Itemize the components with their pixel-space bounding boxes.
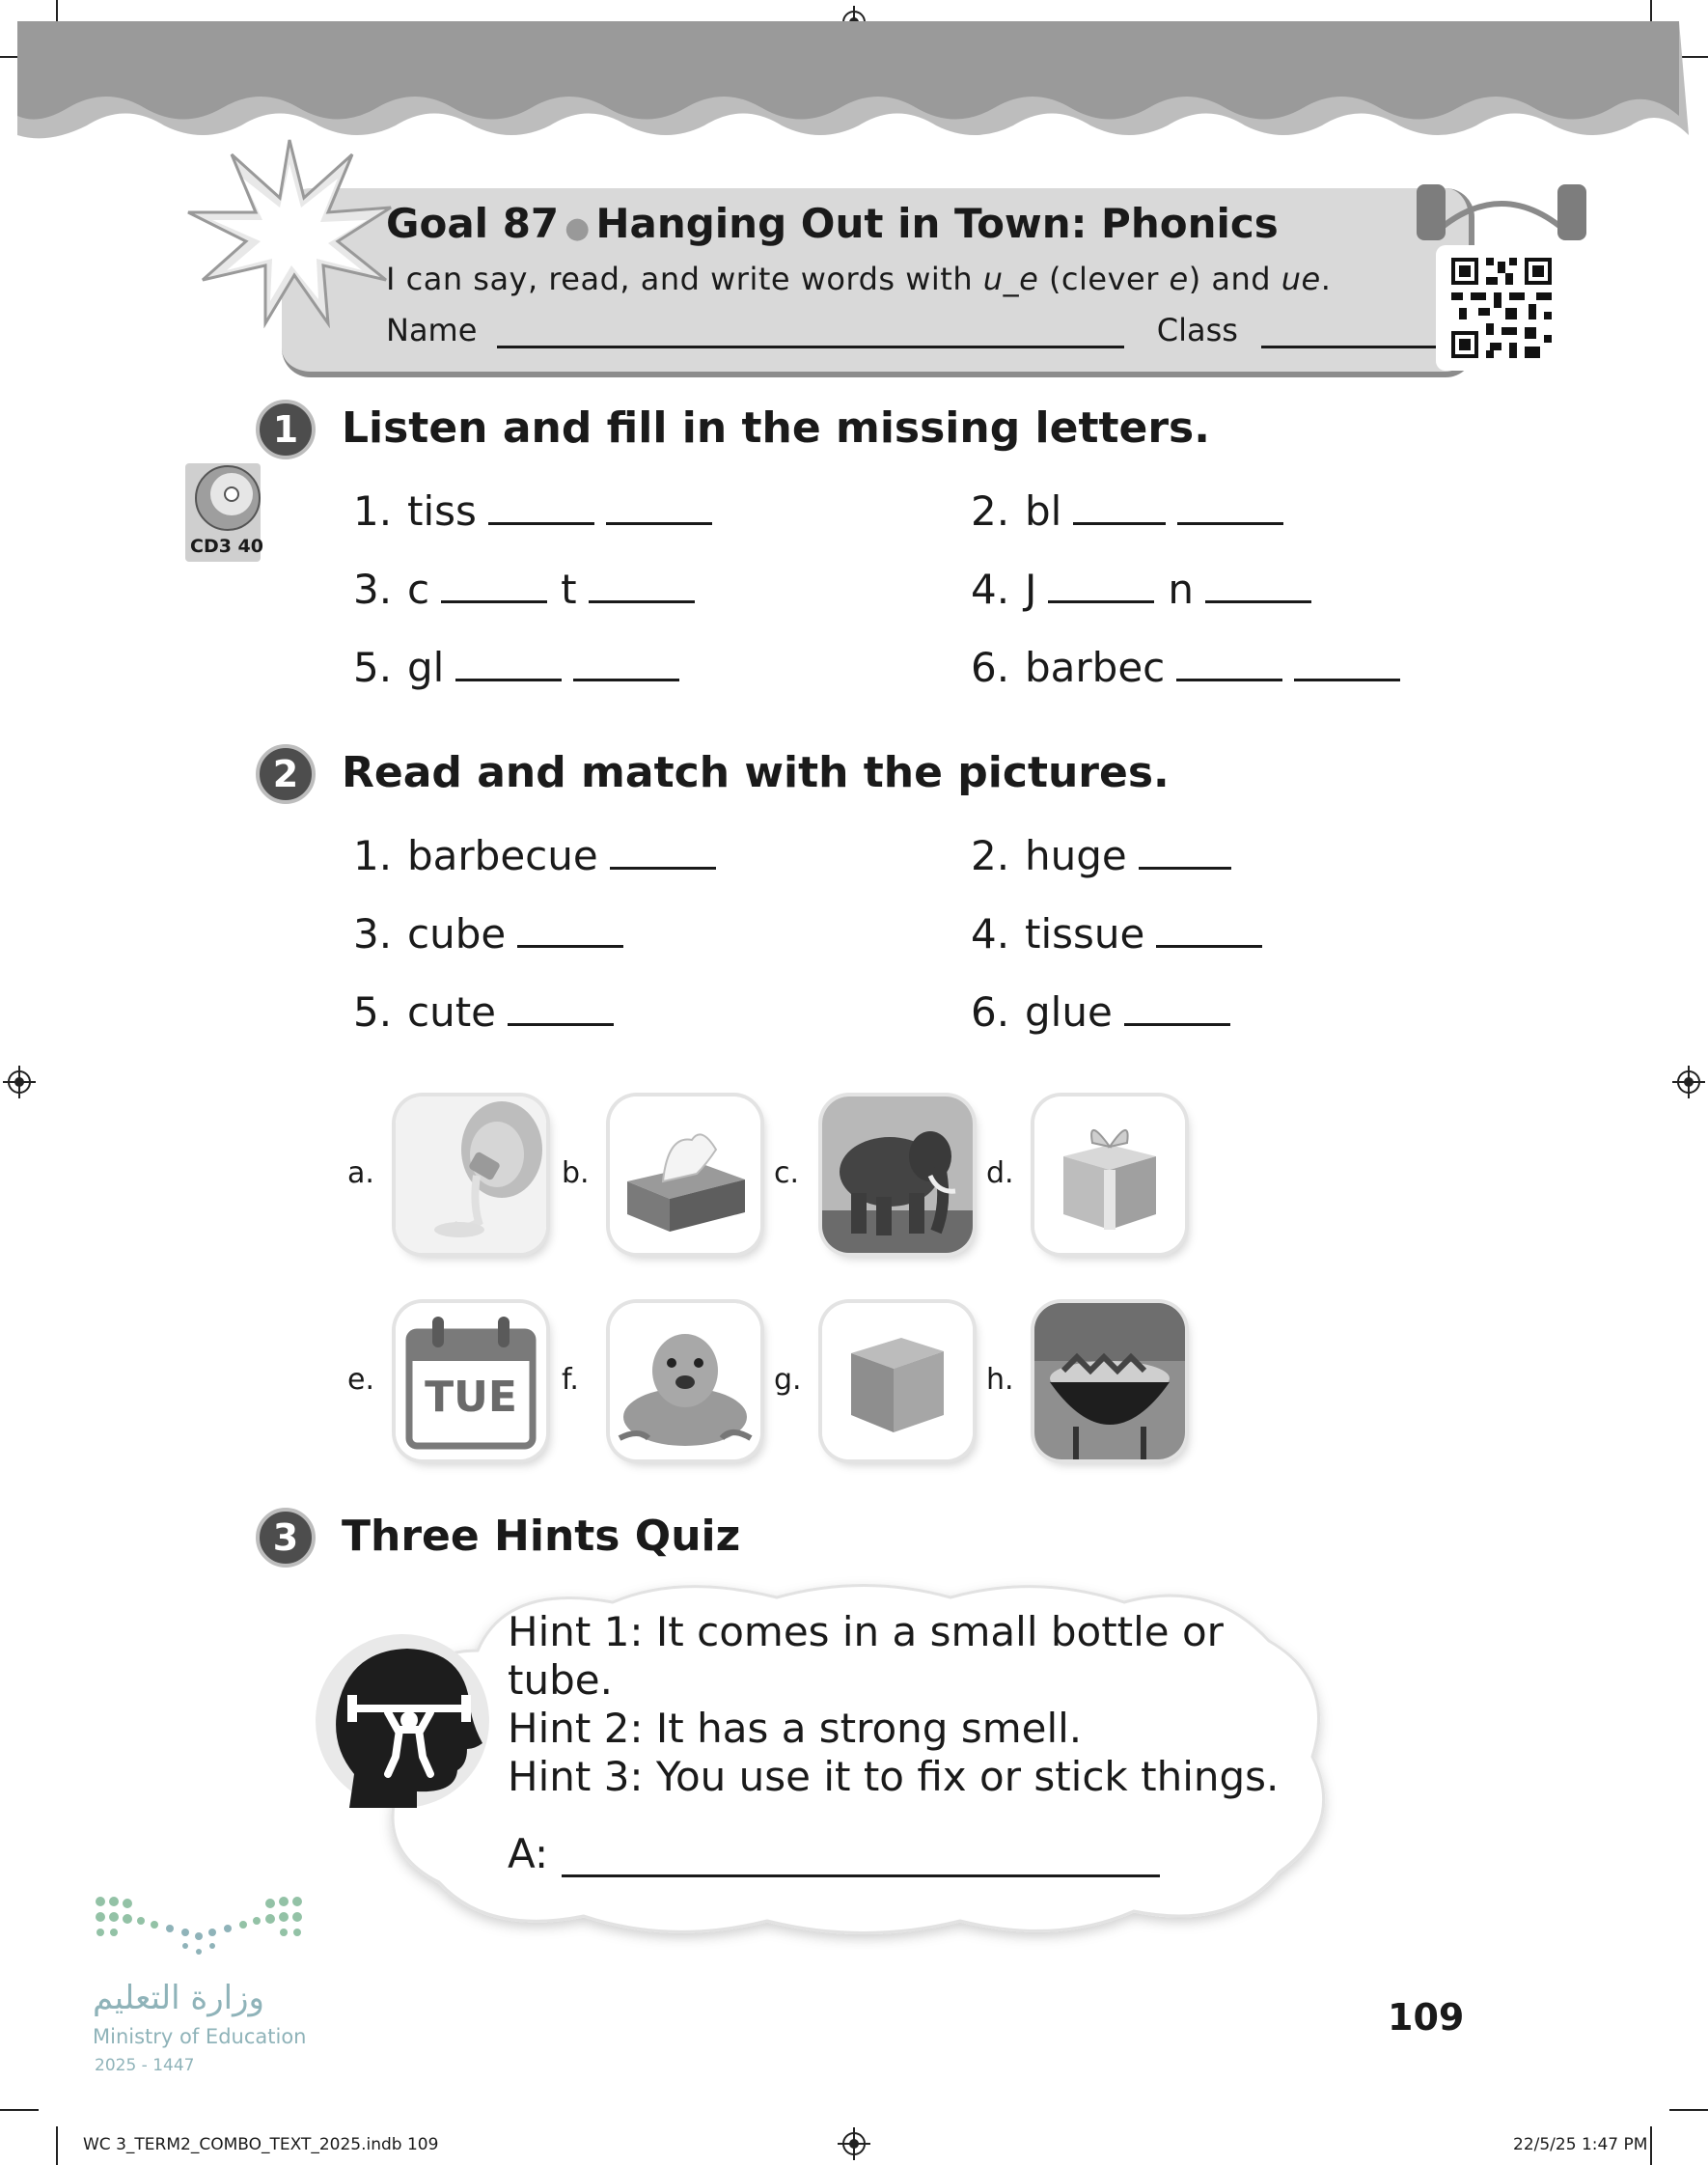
registration-mark-icon [838, 2127, 870, 2160]
match-item-2: 2. huge [971, 832, 1231, 879]
name-field[interactable] [497, 346, 1124, 348]
picture-c[interactable] [822, 1096, 973, 1253]
letter-blank[interactable] [589, 595, 695, 603]
ministry-name-arabic: وزارة التعليم [93, 1979, 264, 2017]
ministry-logo-icon [93, 1892, 305, 1969]
section-3-number: 3 [256, 1508, 316, 1568]
qr-code[interactable] [1436, 245, 1567, 371]
letter-blank[interactable] [488, 516, 594, 525]
hint-2: Hint 2: It has a strong smell. [508, 1705, 1083, 1752]
fill-item-1: 1. tiss [353, 487, 712, 535]
letter-blank[interactable] [573, 673, 679, 681]
starburst-icon [183, 135, 396, 328]
fill-item-6: 6. barbec [971, 644, 1400, 691]
name-class-row [386, 312, 1474, 348]
letter-blank[interactable] [455, 673, 562, 681]
seal-icon [610, 1303, 760, 1459]
section-3-title: Three Hints Quiz [342, 1512, 741, 1561]
hint-1-line-1: Hint 1: It comes in a small bottle or [508, 1608, 1224, 1655]
barbecue-grill-icon [1034, 1303, 1185, 1459]
picture-letter: e. [347, 1363, 374, 1397]
answer-blank[interactable] [508, 1017, 614, 1026]
fill-item-3: 3. c t [353, 566, 695, 613]
match-item-1: 1. barbecue [353, 832, 716, 879]
ministry-year: 2025 - 1447 [95, 2056, 195, 2075]
goal-objective: I can say, read, and write words with u_e (clever e) and ue. [386, 261, 1332, 297]
picture-h[interactable] [1034, 1303, 1185, 1459]
registration-mark-icon [1672, 1066, 1705, 1098]
crop-mark [56, 2126, 58, 2165]
letter-blank[interactable] [1205, 595, 1311, 603]
answer-field[interactable] [562, 1874, 1160, 1877]
picture-letter: a. [347, 1156, 374, 1190]
crop-mark [0, 2109, 39, 2111]
crop-mark [1669, 2109, 1708, 2111]
answer-blank[interactable] [610, 861, 716, 870]
picture-f[interactable] [610, 1303, 760, 1459]
wooden-cube-icon [822, 1303, 973, 1459]
registration-mark-icon [3, 1066, 36, 1098]
fill-item-5: 5. gl [353, 644, 679, 691]
cd-icon [193, 463, 262, 533]
ministry-name-english: Ministry of Education [93, 2025, 307, 2048]
glue-icon [396, 1096, 546, 1253]
match-item-3: 3. cube [353, 910, 623, 958]
letter-blank[interactable] [1176, 673, 1282, 681]
name-label: Name [386, 312, 478, 348]
section-1-number: 1 [256, 400, 316, 459]
qr-code-icon [1436, 245, 1567, 371]
class-label: Class [1156, 312, 1238, 348]
picture-g[interactable] [822, 1303, 973, 1459]
tissue-box-icon [610, 1096, 760, 1253]
hint-1-line-2: tube. [508, 1656, 613, 1704]
picture-d[interactable] [1034, 1096, 1185, 1253]
elephant-icon [822, 1096, 973, 1253]
match-item-6: 6. glue [971, 988, 1230, 1036]
thinking-head-icon [311, 1629, 494, 1813]
answer-blank[interactable] [1139, 861, 1231, 870]
match-item-4: 4. tissue [971, 910, 1262, 958]
picture-b[interactable] [610, 1096, 760, 1253]
print-date: 22/5/25 1:47 PM [1513, 2135, 1648, 2154]
letter-blank[interactable] [441, 595, 547, 603]
picture-letter: b. [562, 1156, 590, 1190]
page-number: 109 [1388, 1996, 1465, 2039]
answer-row: A: [508, 1830, 1160, 1877]
picture-letter: h. [986, 1363, 1014, 1397]
answer-blank[interactable] [1156, 939, 1262, 948]
cd-track-label: CD3 40 [190, 536, 263, 557]
fill-item-4: 4. J n [971, 566, 1311, 613]
wave-banner [0, 0, 1708, 154]
letter-blank[interactable] [1294, 673, 1400, 681]
letter-blank[interactable] [1048, 595, 1154, 603]
letter-blank[interactable] [1177, 516, 1283, 525]
picture-letter: c. [774, 1156, 800, 1190]
calendar-day-label: TUE [425, 1373, 517, 1422]
crop-mark [1650, 2126, 1652, 2165]
fill-item-2: 2. bl [971, 487, 1283, 535]
match-item-5: 5. cute [353, 988, 614, 1036]
picture-a[interactable] [396, 1096, 546, 1253]
letter-blank[interactable] [1073, 516, 1166, 525]
section-2-title: Read and match with the pictures. [342, 748, 1170, 797]
hint-3: Hint 3: You use it to fix or stick things. [508, 1753, 1280, 1800]
section-1-title: Listen and fill in the missing letters. [342, 403, 1210, 453]
picture-letter: f. [562, 1363, 579, 1397]
letter-blank[interactable] [606, 516, 712, 525]
answer-blank[interactable] [517, 939, 623, 948]
picture-e[interactable] [396, 1303, 546, 1459]
picture-letter: g. [774, 1363, 802, 1397]
goal-title: Goal 87 ● Hanging Out in Town: Phonics [386, 200, 1279, 247]
picture-letter: d. [986, 1156, 1014, 1190]
gift-box-icon [1034, 1096, 1185, 1253]
file-info: WC 3_TERM2_COMBO_TEXT_2025.indb 109 [83, 2135, 439, 2154]
answer-blank[interactable] [1124, 1017, 1230, 1026]
section-2-number: 2 [256, 744, 316, 804]
